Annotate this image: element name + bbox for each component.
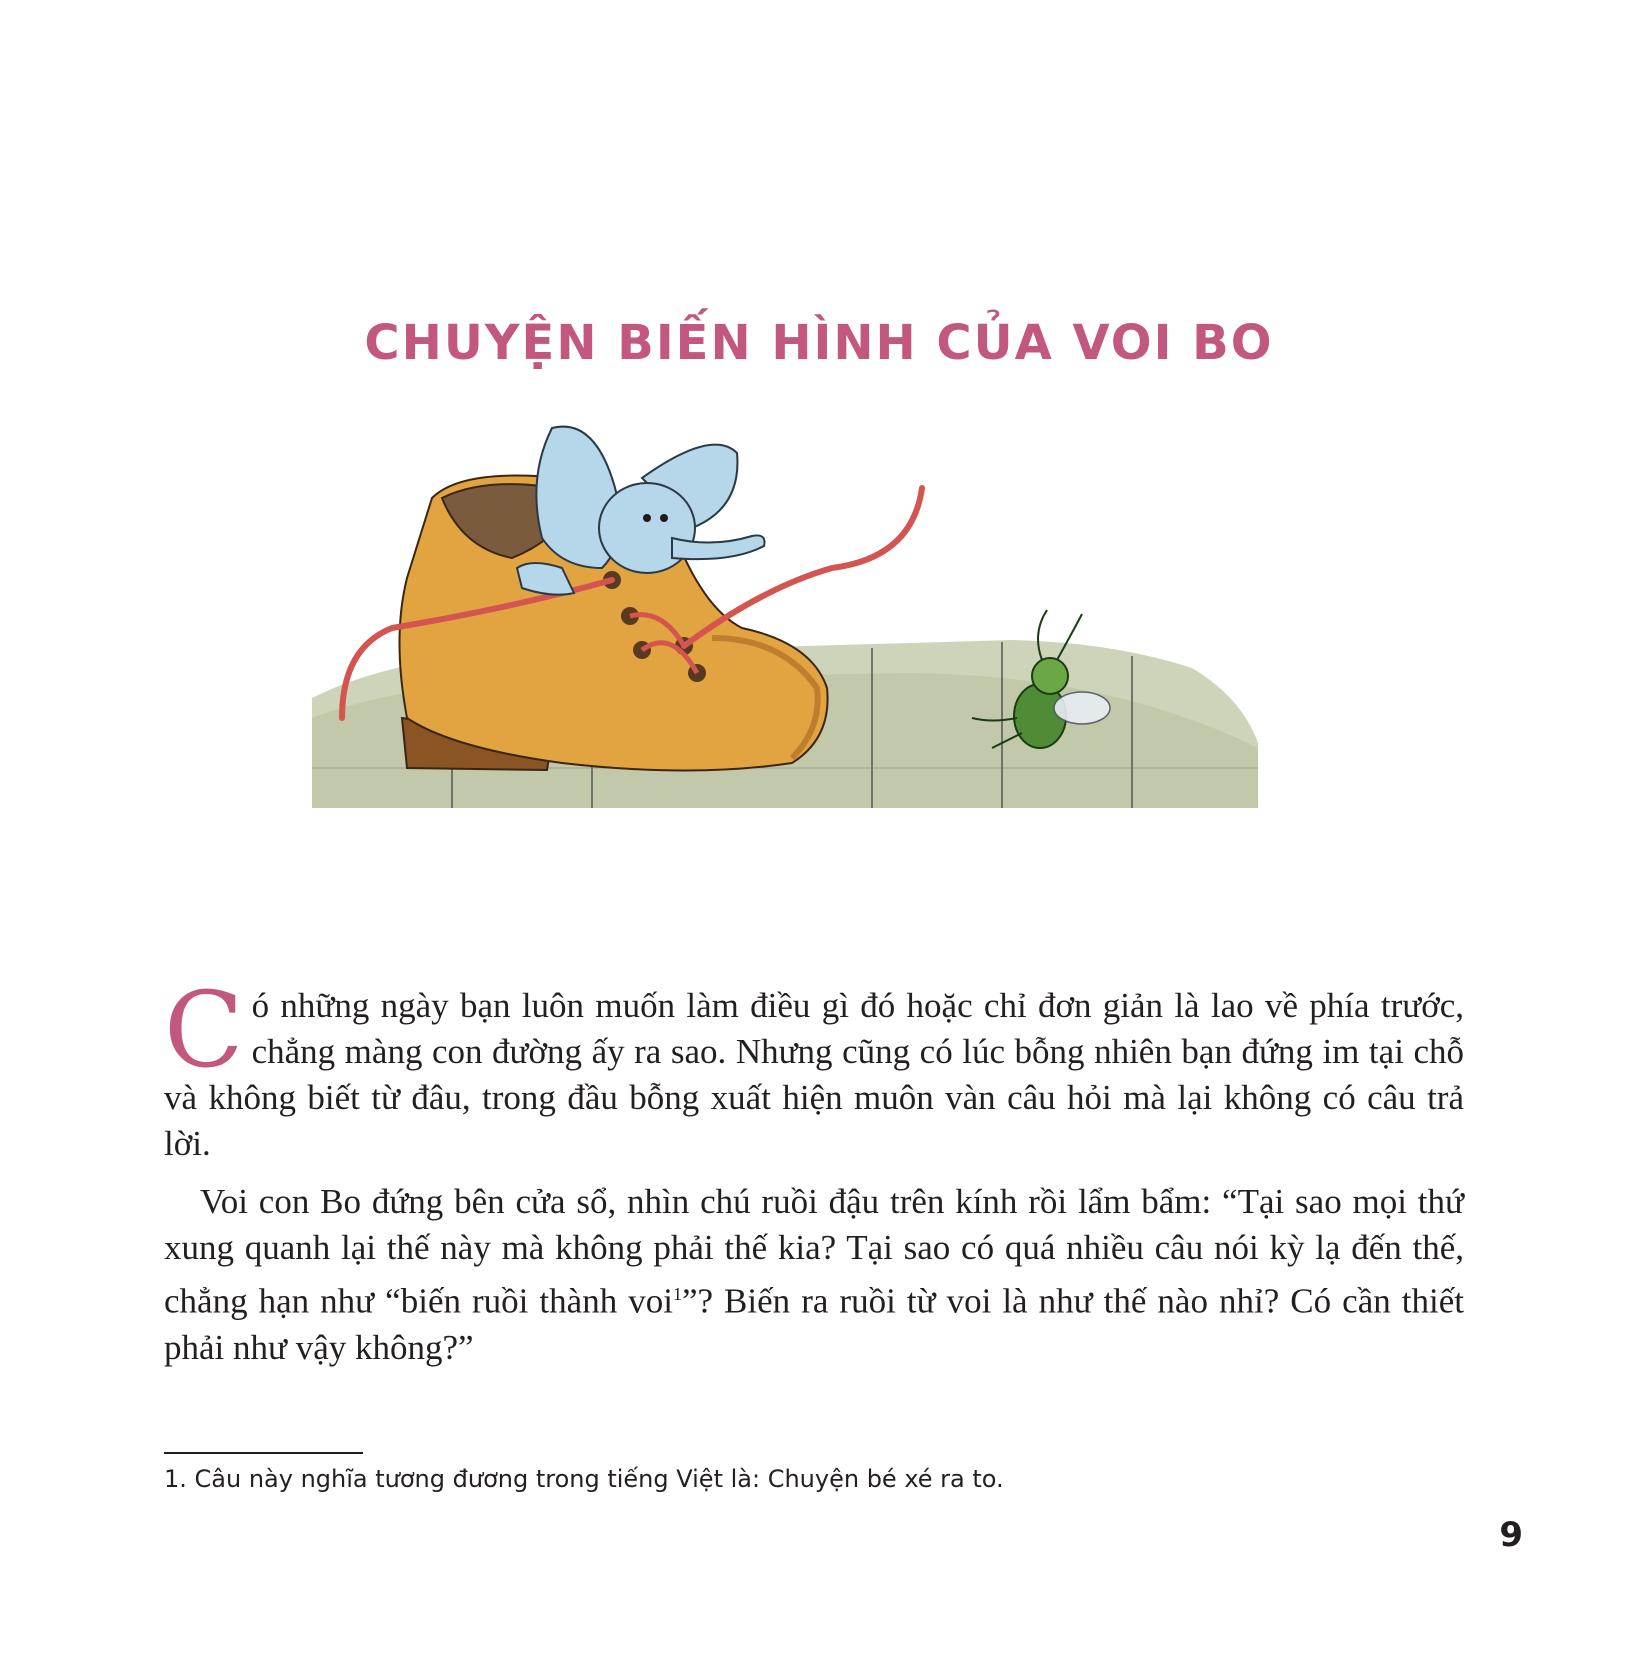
paragraph-1-text: ó những ngày bạn luôn muốn làm điều gì đó hoặc chỉ đơn giản là lao về phía trước, chẳng màng con đường ấy ra sao. Nhưng cũng có lúc bỗng nhiên bạn đứng im tại chỗ và không biết từ đâu, trong đầu bỗng xuất hiện muôn vàn câu hỏi mà lại không có câu trả lời. bbox=[164, 986, 1464, 1163]
footnote-divider bbox=[164, 1452, 363, 1454]
page-title: CHUYỆN BIẾN HÌNH CỦA VOI BO bbox=[364, 315, 1274, 372]
footnote-reference: 1 bbox=[672, 1284, 682, 1304]
paragraph-1 bbox=[164, 969, 1464, 1167]
paragraph-2-text-before: Voi con Bo đứng bên cửa sổ, nhìn chú ruồi đậu trên kính rồi lẩm bẩm: “Tại sao mọi thứ xung quanh lại thế này mà không phải thế kia? Tại sao có quá nhiều câu nói kỳ lạ đến thế, chẳng hạn như “biến ruồi thành voi bbox=[164, 1182, 1464, 1321]
drop-cap: C bbox=[164, 969, 244, 1091]
paragraph-2-text-after: ”? Biến ra ruồi từ voi là như thế nào nhỉ? Có cần thiết phải như vậy không?” bbox=[164, 1281, 1464, 1367]
elephant-in-boot-with-fly-illustration bbox=[312, 418, 1282, 838]
paragraph-2 bbox=[164, 1179, 1464, 1371]
body-text bbox=[164, 969, 1464, 1371]
page-number: 9 bbox=[1499, 1515, 1523, 1555]
footnote: 1. Câu này nghĩa tương đương trong tiếng Việt là: Chuyện bé xé ra to. bbox=[164, 1465, 1004, 1493]
elephant bbox=[517, 427, 765, 595]
